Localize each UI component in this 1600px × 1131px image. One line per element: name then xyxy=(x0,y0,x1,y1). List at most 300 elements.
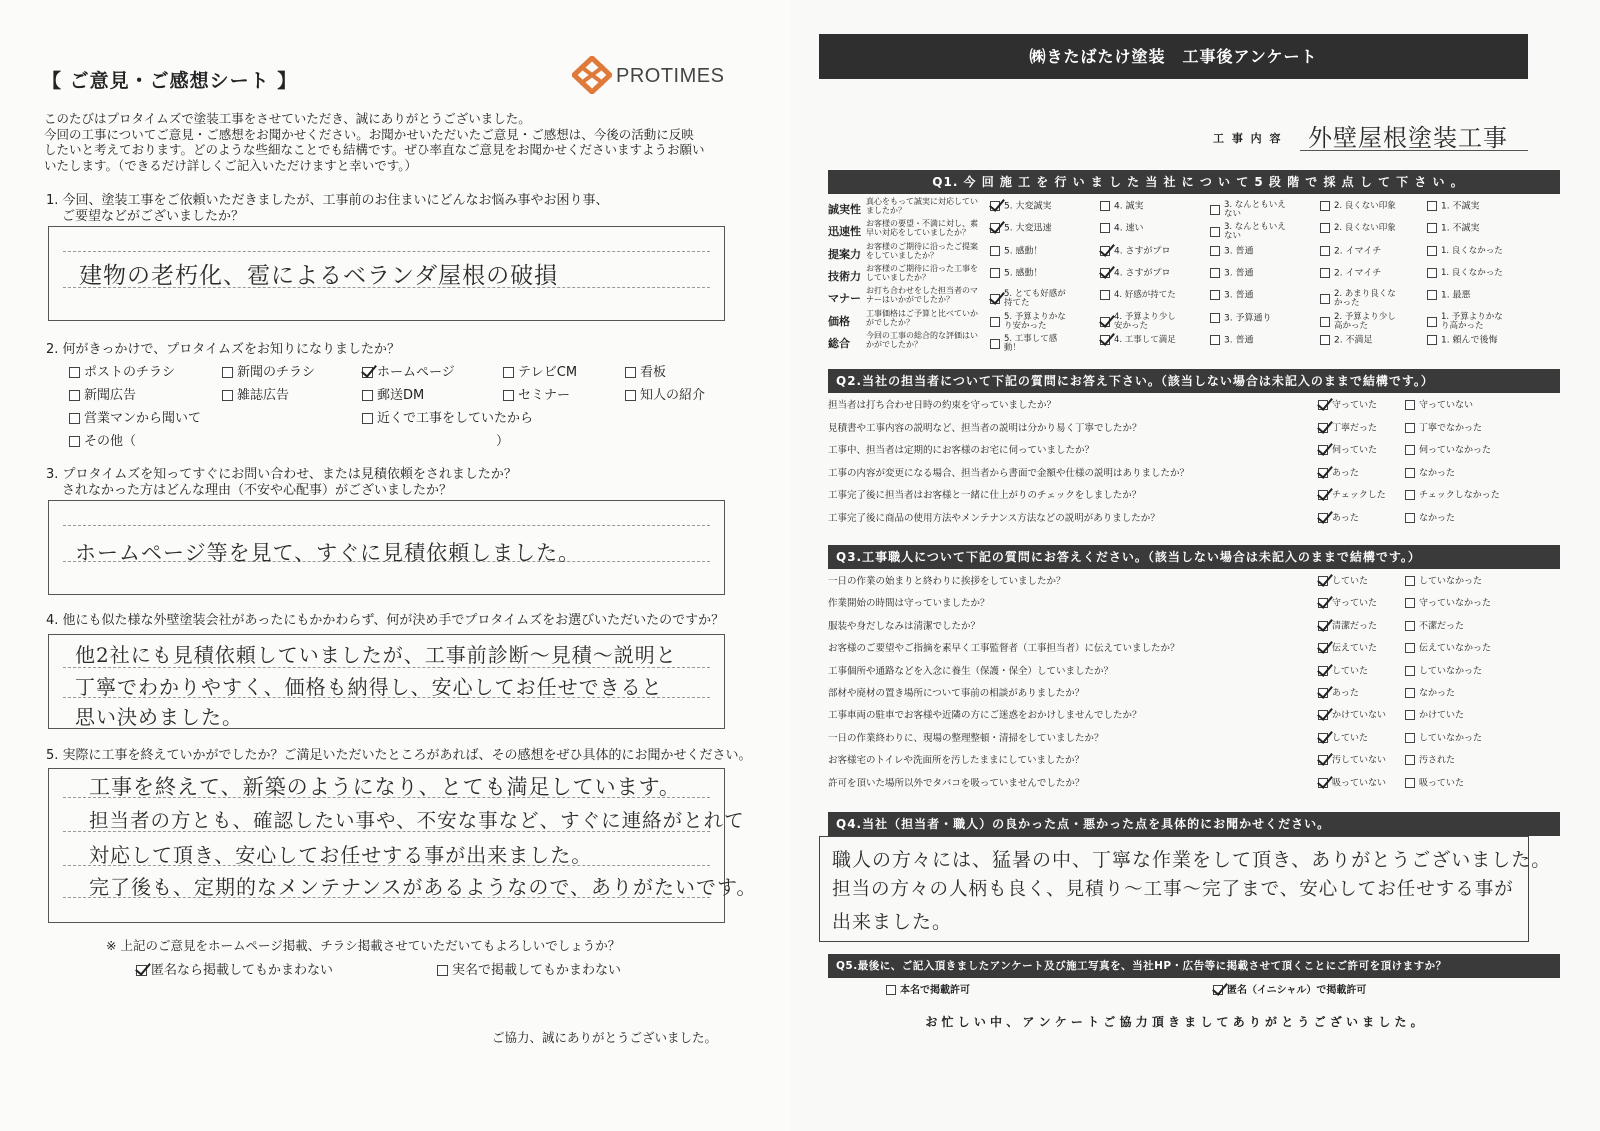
checkbox[interactable] xyxy=(990,246,1000,256)
option-label: 本名で掲載許可 xyxy=(900,985,970,996)
checkbox-checked[interactable] xyxy=(1318,400,1328,410)
checkbox-checked[interactable] xyxy=(990,223,1000,233)
option-label: 守っていた xyxy=(1332,598,1378,609)
survey-question-row xyxy=(828,776,1560,794)
q4-answer-line: 思い決めました。 xyxy=(75,705,243,729)
option-label: 5. 感動！ xyxy=(1004,268,1043,279)
survey-question-row xyxy=(828,619,1560,637)
option-label: ポストのチラシ xyxy=(84,365,176,380)
rating-option[interactable] xyxy=(990,313,1066,331)
option-label: していた xyxy=(1332,733,1369,744)
checkbox[interactable] xyxy=(1405,598,1415,608)
work-content-label: 工 事 内 容 xyxy=(1213,132,1283,145)
intro-text xyxy=(44,111,705,173)
checkbox[interactable] xyxy=(1405,423,1415,433)
option-label: 2. 良くない印象 xyxy=(1334,200,1396,211)
option-label: していた xyxy=(1332,576,1369,587)
checkbox-checked[interactable] xyxy=(1318,621,1328,631)
checkbox-checked[interactable] xyxy=(1100,246,1110,256)
option-label: あった xyxy=(1332,468,1359,478)
survey-question-row xyxy=(828,421,1560,439)
option-label: 知人の紹介 xyxy=(640,388,706,403)
checkbox[interactable] xyxy=(1405,666,1415,676)
q5-answer-line: 完了後も、定期的なメンテナンスがあるようなので、ありがたいです。 xyxy=(89,875,758,899)
q5-answer-line: 工事を終えて、新築のようになり、とても満足しています。 xyxy=(89,775,681,799)
option-label: 2. イマイチ xyxy=(1334,246,1382,257)
option-label: 近くで工事をしていたから xyxy=(377,411,534,426)
survey-question-row xyxy=(828,596,1560,614)
checkbox[interactable] xyxy=(1405,445,1415,455)
answer-option-no[interactable] xyxy=(1405,445,1491,457)
q3-answer: ホームページ等を見て、すぐに見積依頼しました。 xyxy=(75,541,581,565)
checkbox[interactable] xyxy=(362,413,373,424)
checkbox[interactable] xyxy=(222,367,233,378)
checkbox[interactable] xyxy=(1210,268,1220,278)
checkbox[interactable] xyxy=(1405,688,1415,698)
option-label: 1. 最悪 xyxy=(1441,290,1471,301)
q5-question: 5. 実際に工事を終えていかがでしたか？ご満足いただいたところがあれば、その感想をぜひ具体的にお聞かせください。 xyxy=(46,748,752,763)
survey-question-row xyxy=(828,488,1560,506)
permission-note: ※ 上記のご意見をホームページ掲載、チラシ掲載させていただいてもよろしいでしょうか？ xyxy=(106,938,621,953)
rating-question: 今回の工事の総合的な評価はいかがでしたか？ xyxy=(866,331,978,349)
rating-option[interactable] xyxy=(1320,223,1396,235)
option-label: 5. 工事して感動！ xyxy=(1004,334,1058,353)
q2-option[interactable] xyxy=(69,434,136,450)
rating-option[interactable] xyxy=(1320,290,1396,308)
rating-option[interactable] xyxy=(1320,246,1381,258)
option-label: 伺っていた xyxy=(1332,445,1378,456)
q1-rating-row xyxy=(828,221,1560,243)
rating-option[interactable] xyxy=(1100,313,1176,331)
answer-option-yes[interactable] xyxy=(1318,621,1377,633)
checkbox[interactable] xyxy=(1405,468,1415,478)
rating-option[interactable] xyxy=(990,223,1051,235)
option-label: 3. 普通 xyxy=(1224,290,1254,301)
option-label: なかった xyxy=(1419,513,1456,523)
answer-option-no[interactable] xyxy=(1405,666,1482,678)
survey-question-row xyxy=(828,753,1560,771)
rating-category-label: 価格 xyxy=(828,315,850,328)
q3-answer-box xyxy=(48,500,725,595)
rating-option[interactable] xyxy=(1320,313,1396,331)
rating-option[interactable] xyxy=(1210,201,1286,219)
option-label: していた xyxy=(1332,666,1369,677)
checkbox[interactable] xyxy=(1405,778,1415,788)
q2-option[interactable] xyxy=(362,411,533,427)
rating-option[interactable] xyxy=(1100,335,1176,347)
q1-rating-row xyxy=(828,333,1560,355)
survey-question-row xyxy=(828,708,1560,726)
checkbox-checked[interactable] xyxy=(1100,268,1110,278)
checkbox[interactable] xyxy=(1405,733,1415,743)
survey-question-row xyxy=(828,511,1560,529)
answer-option-yes[interactable] xyxy=(1318,468,1359,480)
answer-option-yes[interactable] xyxy=(1318,445,1377,457)
survey-header: ㈱きたばたけ塗装 工事後アンケート xyxy=(819,34,1528,79)
option-label: 4. さすがプロ xyxy=(1114,246,1171,257)
intro-line: 今回の工事についてご意見・ご感想をお聞かせください。お聞かせいただいたご意見・ご感想は、今後の活動に反映 xyxy=(44,126,694,142)
answer-option-yes[interactable] xyxy=(1318,490,1386,502)
rating-option[interactable] xyxy=(1320,201,1396,213)
q3-question xyxy=(46,467,517,499)
answer-option-yes[interactable] xyxy=(1318,666,1368,678)
survey-question-text: お客様のご要望やご指摘を素早く工事監督者（工事担当者）に伝えていましたか？ xyxy=(828,643,1180,655)
checkbox[interactable] xyxy=(1210,246,1220,256)
checkbox[interactable] xyxy=(1405,576,1415,586)
rating-category-label: 誠実性 xyxy=(828,203,861,216)
option-label: 5. とても好感が持てた xyxy=(1004,289,1066,308)
option-label: 5. 大変誠実 xyxy=(1004,201,1052,212)
answer-option-no[interactable] xyxy=(1405,513,1455,525)
thanks-text: ご協力、誠にありがとうございました。 xyxy=(492,1030,718,1045)
post-work-survey-page xyxy=(790,0,1600,1131)
survey-question-text: 服装や身だしなみは清潔でしたか？ xyxy=(828,620,981,632)
protimes-logo-icon xyxy=(572,56,612,94)
q4-answer-line: 出来ました。 xyxy=(832,911,953,933)
checkbox-checked[interactable] xyxy=(990,294,1000,304)
checkbox-checked[interactable] xyxy=(1318,733,1328,743)
survey-footer: お 忙 し い 中 、 ア ン ケ ー ト ご 協 力 頂 き ま し て あ り が と う ご ざ い ま し た 。 xyxy=(925,1015,1423,1029)
checkbox-checked[interactable] xyxy=(136,965,147,976)
checkbox[interactable] xyxy=(1320,201,1330,211)
checkbox[interactable] xyxy=(503,390,514,401)
rating-option[interactable] xyxy=(1320,335,1372,347)
checkbox-checked[interactable] xyxy=(1318,576,1328,586)
option-label: 匿名（イニシャル）で掲載許可 xyxy=(1227,985,1367,996)
option-label: なかった xyxy=(1419,468,1456,478)
q4-title-bar: Q4.当社（担当者・職人）の良かった点・悪かった点を具体的にお聞かせください。 xyxy=(828,812,1560,836)
answer-option-yes[interactable] xyxy=(1318,710,1386,722)
option-label: 1. 不誠実 xyxy=(1441,223,1480,234)
checkbox-checked[interactable] xyxy=(1318,666,1328,676)
rating-option[interactable] xyxy=(1427,335,1497,347)
checkbox[interactable] xyxy=(1427,290,1437,300)
q4-answer-line: 丁寧でわかりやすく、価格も納得し、安心してお任せできると xyxy=(75,675,663,699)
checkbox-checked[interactable] xyxy=(1318,468,1328,478)
survey-question-text: 工事完了後に担当者はお客様と一緒に仕上がりのチェックをしましたか？ xyxy=(828,490,1142,501)
answer-option-yes[interactable] xyxy=(1318,423,1377,435)
rating-option[interactable] xyxy=(1210,290,1253,302)
option-label: 3. 普通 xyxy=(1224,335,1254,346)
survey-question-text: 工事車両の駐車でお客様や近隣の方にご迷惑をおかけしませんでしたか？ xyxy=(828,710,1142,722)
q1-title-bar: Q1. 今 回 施 工 を 行 い ま し た 当 社 に つ い て 5 段 階 で 採 点 し て 下 さ い 。 xyxy=(828,170,1560,194)
option-label: かけていない xyxy=(1332,710,1387,721)
checkbox[interactable] xyxy=(1210,290,1220,300)
checkbox[interactable] xyxy=(1405,513,1415,523)
survey-question-row xyxy=(828,574,1560,592)
q2-option[interactable] xyxy=(503,365,577,381)
q2-option[interactable] xyxy=(362,365,455,381)
checkbox[interactable] xyxy=(990,339,1000,349)
checkbox[interactable] xyxy=(1427,268,1437,278)
answer-option-yes[interactable] xyxy=(1318,576,1368,588)
option-label: 1. 良くなかった xyxy=(1441,267,1503,278)
rating-option[interactable] xyxy=(990,290,1066,308)
answer-option-no[interactable] xyxy=(1405,688,1455,700)
q2-other-close: ） xyxy=(496,434,510,449)
answer-option-no[interactable] xyxy=(1405,576,1482,588)
checkbox[interactable] xyxy=(222,390,233,401)
survey-question-text: 一日の作業終わりに、現場の整理整頓・清掃をしていましたか？ xyxy=(828,732,1104,744)
checkbox[interactable] xyxy=(69,367,80,378)
checkbox[interactable] xyxy=(1320,246,1330,256)
intro-line: いたします。（できるだけ詳しくご記入いただけますと幸いです。） xyxy=(44,157,418,173)
rating-option[interactable] xyxy=(1427,290,1470,302)
rating-option[interactable] xyxy=(1427,268,1503,280)
checkbox[interactable] xyxy=(1405,710,1415,720)
q2-option[interactable] xyxy=(69,411,201,427)
option-label: その他（ xyxy=(84,434,137,449)
answer-option-no[interactable] xyxy=(1405,468,1455,480)
q1-question xyxy=(46,193,609,225)
checkbox-checked[interactable] xyxy=(1318,755,1328,765)
q1-question-line: 1. 今回、塗装工事をご依頼いただきましたが、工事前のお住まいにどんなお悩み事やお困り事、 xyxy=(46,193,609,208)
checkbox[interactable] xyxy=(1100,223,1110,233)
option-label: 実名で掲載してもかまわない xyxy=(452,963,622,978)
logo-text: PROTIMES xyxy=(616,65,725,87)
option-label: 匿名なら掲載してもかまわない xyxy=(151,963,334,978)
rating-option[interactable] xyxy=(990,335,1066,353)
checkbox[interactable] xyxy=(1320,223,1330,233)
survey-question-text: 工事完了後に商品の使用方法やメンテナンス方法などの説明がありましたか？ xyxy=(828,512,1160,524)
checkbox-checked[interactable] xyxy=(1318,710,1328,720)
rating-option[interactable] xyxy=(1100,223,1143,235)
rating-option[interactable] xyxy=(1100,268,1170,280)
option-label: 新聞のチラシ xyxy=(237,365,316,380)
answer-option-no[interactable] xyxy=(1405,733,1482,745)
rating-question: お打ち合わせをした担当者のマナーはいかがでしたか？ xyxy=(866,286,978,304)
q5-answer-box xyxy=(48,768,758,923)
option-label: チェックしなかった xyxy=(1419,490,1500,501)
checkbox[interactable] xyxy=(1320,317,1330,327)
rating-option[interactable] xyxy=(1210,335,1253,347)
work-content-underline xyxy=(1300,150,1528,151)
rating-option[interactable] xyxy=(1210,246,1253,258)
q1-question-line: ご要望などがございましたか？ xyxy=(62,209,245,224)
answer-option-no[interactable] xyxy=(1405,598,1491,610)
answer-option-no[interactable] xyxy=(1405,490,1500,502)
rating-option[interactable] xyxy=(1427,223,1479,235)
option-label: 1. 頼んで後悔 xyxy=(1441,335,1498,346)
rating-option[interactable] xyxy=(1210,268,1253,280)
option-label: 2. あまり良くなかった xyxy=(1334,289,1396,308)
survey-question-text: 作業開始の時間は守っていましたか？ xyxy=(828,598,990,610)
rating-option[interactable] xyxy=(1100,201,1143,213)
checkbox-checked[interactable] xyxy=(362,367,373,378)
option-label: 3. 普通 xyxy=(1224,246,1254,257)
checkbox[interactable] xyxy=(1405,490,1415,500)
permission-anonymous-option[interactable] xyxy=(136,963,333,979)
answer-option-no[interactable] xyxy=(1405,423,1482,435)
q5-title-bar: Q5.最後に、ご記入頂きましたアンケート及び施工写真を、当社HP・広告等に掲載させて頂くことにご許可を頂けますか？ xyxy=(828,954,1560,978)
checkbox-checked[interactable] xyxy=(1318,778,1328,788)
q1-rating-row xyxy=(828,244,1560,266)
rating-option[interactable] xyxy=(990,246,1042,258)
answer-option-yes[interactable] xyxy=(1318,598,1377,610)
option-label: 伝えていなかった xyxy=(1419,643,1492,654)
survey-question-row xyxy=(828,731,1560,749)
q4-answer-box xyxy=(819,836,1552,942)
checkbox-checked[interactable] xyxy=(1318,688,1328,698)
checkbox[interactable] xyxy=(1405,643,1415,653)
option-label: 汚された xyxy=(1419,755,1456,766)
checkbox-checked[interactable] xyxy=(1318,490,1328,500)
intro-line: したいと考えております。どのような些細なことでも結構です。ぜひ率直なご意見をお聞かせくださいますようお願い xyxy=(44,142,705,157)
checkbox-checked[interactable] xyxy=(1100,335,1110,345)
option-label: 2. 予算より少し高かった xyxy=(1334,312,1396,331)
q2-question: 2. 何がきっかけで、プロタイムズをお知りになりましたか？ xyxy=(46,342,401,357)
rating-category-label: 提案力 xyxy=(828,248,861,261)
q1-rating-row xyxy=(828,199,1560,221)
checkbox-checked[interactable] xyxy=(1100,317,1110,327)
rating-option[interactable] xyxy=(1427,201,1479,213)
answer-option-yes[interactable] xyxy=(1318,643,1377,655)
option-label: あった xyxy=(1332,688,1359,699)
checkbox[interactable] xyxy=(1405,400,1415,410)
rating-option[interactable] xyxy=(1427,246,1503,258)
answer-option-yes[interactable] xyxy=(1318,400,1377,412)
survey-question-row xyxy=(828,443,1560,461)
option-label: 吸っていない xyxy=(1332,778,1387,789)
answer-option-yes[interactable] xyxy=(1318,755,1386,767)
option-label: 清潔だった xyxy=(1332,621,1378,632)
checkbox[interactable] xyxy=(1427,223,1437,233)
rating-option[interactable] xyxy=(1210,313,1271,325)
option-label: チェックした xyxy=(1332,490,1386,501)
rating-option[interactable] xyxy=(1427,313,1503,331)
checkbox[interactable] xyxy=(1210,335,1220,345)
q2-option[interactable] xyxy=(362,388,424,404)
option-label: 守っていなかった xyxy=(1419,598,1492,609)
checkbox[interactable] xyxy=(1100,201,1110,211)
sheet-title: 【 ご意見・ご感想シート 】 xyxy=(42,70,298,92)
rating-option[interactable] xyxy=(1210,223,1286,241)
q2-option[interactable] xyxy=(222,365,315,381)
checkbox[interactable] xyxy=(625,390,636,401)
answer-option-yes[interactable] xyxy=(1318,778,1386,790)
checkbox[interactable] xyxy=(69,413,80,424)
rating-option[interactable] xyxy=(1100,290,1176,302)
checkbox[interactable] xyxy=(990,268,1000,278)
survey-question-text: 担当者は打ち合わせ日時の約束を守っていましたか？ xyxy=(828,400,1057,411)
checkbox[interactable] xyxy=(1210,205,1220,215)
checkbox[interactable] xyxy=(362,390,373,401)
option-label: 5. 感動！ xyxy=(1004,246,1043,257)
q2-option[interactable] xyxy=(69,365,175,381)
answer-option-no[interactable] xyxy=(1405,710,1464,722)
option-label: 守っていない xyxy=(1419,400,1474,411)
checkbox[interactable] xyxy=(69,390,80,401)
permission-realname-option[interactable] xyxy=(437,963,621,979)
answer-option-no[interactable] xyxy=(1405,643,1491,655)
checkbox[interactable] xyxy=(625,367,636,378)
q2-option[interactable] xyxy=(625,388,705,404)
answer-option-yes[interactable] xyxy=(1318,733,1368,745)
checkbox[interactable] xyxy=(1320,268,1330,278)
q3-question-line: 3. プロタイムズを知ってすぐにお問い合わせ、または見積依頼をされましたか？ xyxy=(46,467,517,482)
q2-option[interactable] xyxy=(69,388,136,404)
checkbox[interactable] xyxy=(1405,621,1415,631)
option-label: 汚していない xyxy=(1332,755,1387,766)
checkbox[interactable] xyxy=(1320,294,1330,304)
checkbox[interactable] xyxy=(1210,227,1220,237)
q1-rating-row xyxy=(828,311,1560,333)
answer-option-no[interactable] xyxy=(1405,400,1473,412)
q2-option[interactable] xyxy=(222,388,289,404)
q5-realname-option[interactable] xyxy=(886,983,970,999)
survey-question-text: 工事個所や通路などを入念に養生（保護・保全）していましたか？ xyxy=(828,665,1114,677)
checkbox[interactable] xyxy=(990,317,1000,327)
rating-option[interactable] xyxy=(990,268,1042,280)
answer-option-no[interactable] xyxy=(1405,621,1464,633)
q4-question: 4. 他にも似た様な外壁塗装会社があったにもかかわらず、何が決め手でプロタイムズをお選びいただいたのですか？ xyxy=(46,613,725,628)
rating-option[interactable] xyxy=(1100,246,1170,258)
checkbox-checked[interactable] xyxy=(990,201,1000,211)
checkbox-checked[interactable] xyxy=(1318,598,1328,608)
option-label: 守っていた xyxy=(1332,400,1378,411)
answer-option-no[interactable] xyxy=(1405,778,1464,790)
checkbox[interactable] xyxy=(1427,317,1437,327)
survey-question-text: 許可を頂いた場所以外でタバコを吸っていませんでしたか？ xyxy=(828,777,1085,789)
q5-answer-line: 対応して頂き、安心してお任せする事が出来ました。 xyxy=(89,843,593,867)
option-label: 新聞広告 xyxy=(84,388,137,403)
survey-question-row xyxy=(828,664,1560,682)
option-label: 丁寧だった xyxy=(1332,423,1378,433)
checkbox[interactable] xyxy=(69,436,80,447)
answer-option-yes[interactable] xyxy=(1318,513,1359,525)
checkbox-checked[interactable] xyxy=(1318,423,1328,433)
q2-option[interactable] xyxy=(625,365,666,381)
checkbox-checked[interactable] xyxy=(1318,445,1328,455)
checkbox[interactable] xyxy=(1427,335,1437,345)
survey-question-text: 部材や廃材の置き場所について事前の相談がありましたか？ xyxy=(828,688,1085,699)
checkbox-checked[interactable] xyxy=(1318,513,1328,523)
answer-option-yes[interactable] xyxy=(1318,688,1359,700)
survey-question-text: 工事中、担当者は定期的にお客様のお宅に伺っていましたか？ xyxy=(828,445,1095,456)
checkbox[interactable] xyxy=(1427,246,1437,256)
option-label: 2. イマイチ xyxy=(1334,268,1382,279)
checkbox-checked[interactable] xyxy=(1318,643,1328,653)
survey-question-row xyxy=(828,398,1560,416)
q5-anonymous-option[interactable] xyxy=(1213,983,1366,999)
checkbox[interactable] xyxy=(437,965,448,976)
answer-option-no[interactable] xyxy=(1405,755,1455,767)
checkbox[interactable] xyxy=(503,367,514,378)
option-label: 2. 不満足 xyxy=(1334,335,1373,346)
checkbox[interactable] xyxy=(1405,755,1415,765)
option-label: 3. なんともいえない xyxy=(1224,200,1286,219)
checkbox[interactable] xyxy=(1427,201,1437,211)
rating-category-label: 迅速性 xyxy=(828,225,861,238)
survey-question-text: 一日の作業の始まりと終わりに挨拶をしていましたか？ xyxy=(828,576,1066,587)
rating-option[interactable] xyxy=(990,201,1051,213)
option-label: セミナー xyxy=(518,388,571,403)
option-label: 1. 不誠実 xyxy=(1441,201,1480,212)
q4-answer-line: 担当の方々の人柄も良く、見積り～工事～完了まで、安心してお任せする事が xyxy=(832,879,1514,900)
option-label: していなかった xyxy=(1419,576,1483,587)
checkbox-checked[interactable] xyxy=(1213,985,1223,995)
option-label: 不潔だった xyxy=(1419,621,1465,632)
q2-option[interactable] xyxy=(503,388,570,404)
rating-option[interactable] xyxy=(1320,268,1381,280)
survey-question-text: 見積書や工事内容の説明など、担当者の説明は分かり易く丁寧でしたか？ xyxy=(828,422,1142,434)
checkbox[interactable] xyxy=(1210,313,1220,323)
q1-answer: 建物の老朽化、雹によるベランダ屋根の破損 xyxy=(79,263,559,289)
checkbox[interactable] xyxy=(1320,335,1330,345)
checkbox[interactable] xyxy=(886,985,896,995)
checkbox[interactable] xyxy=(1100,290,1110,300)
survey-question-row xyxy=(828,466,1560,484)
